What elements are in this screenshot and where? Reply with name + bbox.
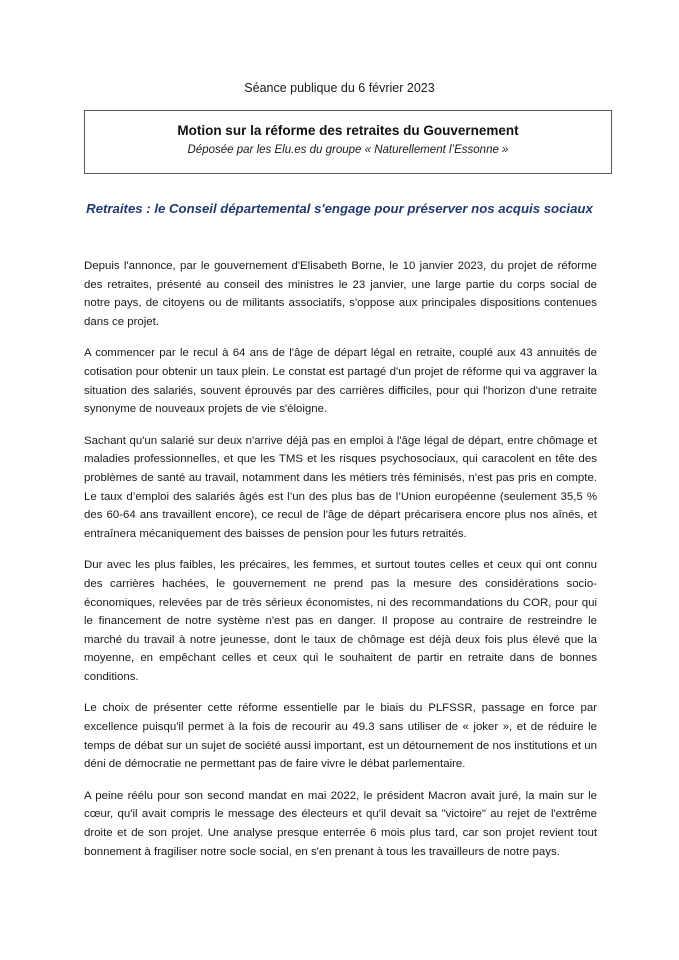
paragraph-5: Le choix de présenter cette réforme essentielle par le biais du PLFSSR, passage en force par excellence puisqu'il permet à la fois de recourir au 49.3 sans utiliser de « joker », et de réduire le temps de débat sur un sujet de société aussi important, est un détournement de nos institutions et un déni de démocratie ne permettant pas de faire vivre le débat parlementaire. — [84, 702, 597, 771]
paragraph-2: A commencer par le recul à 64 ans de l'âge de départ légal en retraite, couplé aux 43 annuités de cotisation pour obtenir un taux plein. Le constat est partagé d'un projet de réforme qui va aggraver la situation des salariés, souvent éprouvés par des carrières difficiles, pour qui l'horizon d'une retraite synonyme de nouveaux projets de vie s'éloigne. — [84, 347, 597, 416]
paragraph-1: Depuis l'annonce, par le gouvernement d'Elisabeth Borne, le 10 janvier 2023, du projet de réforme des retraites, présenté au conseil des ministres le 23 janvier, une large partie du corps social de notre pays, de citoyens ou de militants associatifs, s'oppose aux principales dispositions contenues dans ce projet. — [84, 260, 597, 328]
motion-subtitle: Déposée par les Elu.es du groupe « Naturellement l’Essonne » — [187, 144, 509, 156]
paragraph-6: A peine réélu pour son second mandat en mai 2022, le président Macron avait juré, la main sur le cœur, qu'il avait compris le message des électeurs et qu'il devait sa "victoire" au rejet de l'extrême droite et de son projet. Une analyse presque enterrée 6 mois plus tard, car son projet revient tout bonnement à fragiliser notre socle social, en s'en prenant à tous les travailleurs de notre pays. — [84, 789, 597, 858]
motion-title: Motion sur la réforme des retraites du Gouvernement — [177, 123, 519, 138]
session-date: Séance publique du 6 février 2023 — [244, 81, 435, 95]
document-body — [84, 257, 597, 874]
motion-title-box — [84, 110, 612, 174]
document-headline: Retraites : le Conseil départemental s'engage pour préserver nos acquis sociaux — [86, 201, 593, 216]
paragraph-3: Sachant qu'un salarié sur deux n'arrive déjà pas en emploi à l'âge légal de départ, entre chômage et maladies professionnelles, et que les TMS et les risques psychosociaux, qui caracolent en tête des problèmes de santé au travail, notamment dans les métiers très féminisés, n’est pas pris en compte. Le taux d’emploi des salariés âgés est l’un des plus bas de l’Union européenne (seulement 35,5 % des 60-64 ans travaillent encore), ce recul de l'âge de départ précarisera encore plus nos aînés, et entraînera mécaniquement des baisses de pension pour les futurs retraités. — [84, 434, 597, 540]
paragraph-4: Dur avec les plus faibles, les précaires, les femmes, et surtout toutes celles et ceux qui ont connu des carrières hachées, le gouvernement ne prend pas la mesure des considérations socio-économiques, relevées par de très sérieux économistes, ni des recommandations du COR, pour qui le financement de notre système n'est pas en danger. Il propose au contraire de restreindre le marché du travail à notre jeunesse, dont le taux de chômage est déjà deux fois plus élevé que la moyenne, en empêchant celles et ceux qui le souhaitent de partir en retraite dans de bonnes conditions. — [84, 559, 597, 683]
